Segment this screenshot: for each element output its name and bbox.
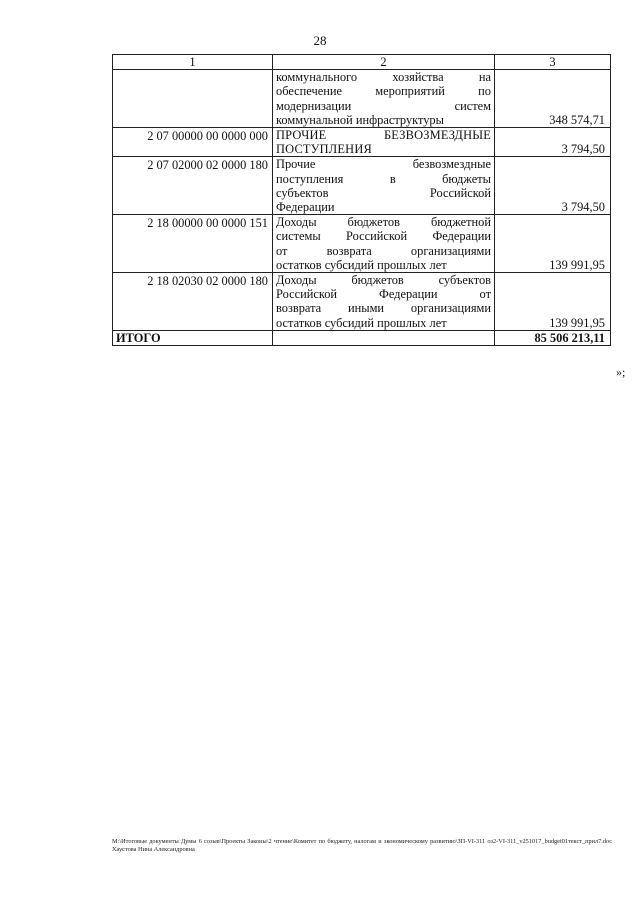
column-header-1: 1 [113,55,273,70]
footer-file-path: M:\Итоговые документы Думы 6 созыв\Проекты Законы\2 чтение\Комитет по бюджету, налогам и экономическому развитию\ЗП-VI-311 оз2-VI-311_v251017_budget01текст_прил7.doc Хаустова Нина Александровна [112,838,612,853]
row-amount: 348 574,71 [495,70,611,128]
description-line: субъектов Российской [276,185,491,200]
total-amount: 85 506 213,11 [495,330,611,345]
table-row [113,215,611,273]
description-line: модернизации систем [276,98,491,113]
description-line: Доходы бюджетов субъектов [276,273,491,288]
description-line: Российской Федерации от [276,287,491,302]
description-line: остатков субсидий прошлых лет [276,257,447,272]
description-line: Доходы бюджетов бюджетной [276,215,491,230]
description-line: от возврата организациями [276,243,491,258]
table-row [113,157,611,215]
description-line: возврата иными организациями [276,301,491,316]
column-header-2: 2 [273,55,495,70]
description-line: обеспечение мероприятий по [276,84,491,99]
row-amount: 3 794,50 [495,157,611,215]
budget-table [112,54,611,346]
description-line: коммунального хозяйства на [276,70,491,85]
row-code: 2 07 02000 02 0000 180 [113,157,273,215]
table-row [113,128,611,157]
description-line: остатков субсидий прошлых лет [276,315,447,330]
closing-quote: »; [616,365,626,379]
page-number: 28 [313,33,327,48]
row-description [273,273,495,331]
row-amount: 139 991,95 [495,273,611,331]
description-line: коммунальной инфраструктуры [276,112,444,127]
description-line: ПОСТУПЛЕНИЯ [276,142,372,157]
description-line: Прочие безвозмездные [276,157,491,172]
row-code: 2 18 00000 00 0000 151 [113,215,273,273]
row-description [273,215,495,273]
total-row [113,330,611,345]
total-label: ИТОГО [113,330,273,345]
table-row [113,70,611,128]
description-line: ПРОЧИЕ БЕЗВОЗМЕЗДНЫЕ [276,128,491,143]
row-amount: 3 794,50 [495,128,611,157]
description-line: поступления в бюджеты [276,171,491,186]
row-amount: 139 991,95 [495,215,611,273]
row-description [273,157,495,215]
row-description [273,70,495,128]
total-empty-cell [273,330,495,345]
row-code: 2 18 02030 02 0000 180 [113,273,273,331]
description-line: Федерации [276,200,335,215]
row-description [273,128,495,157]
row-code [113,70,273,128]
column-header-3: 3 [495,55,611,70]
table-header-row [113,55,611,70]
row-code: 2 07 00000 00 0000 000 [113,128,273,157]
description-line: системы Российской Федерации [276,229,491,244]
table-row [113,273,611,331]
